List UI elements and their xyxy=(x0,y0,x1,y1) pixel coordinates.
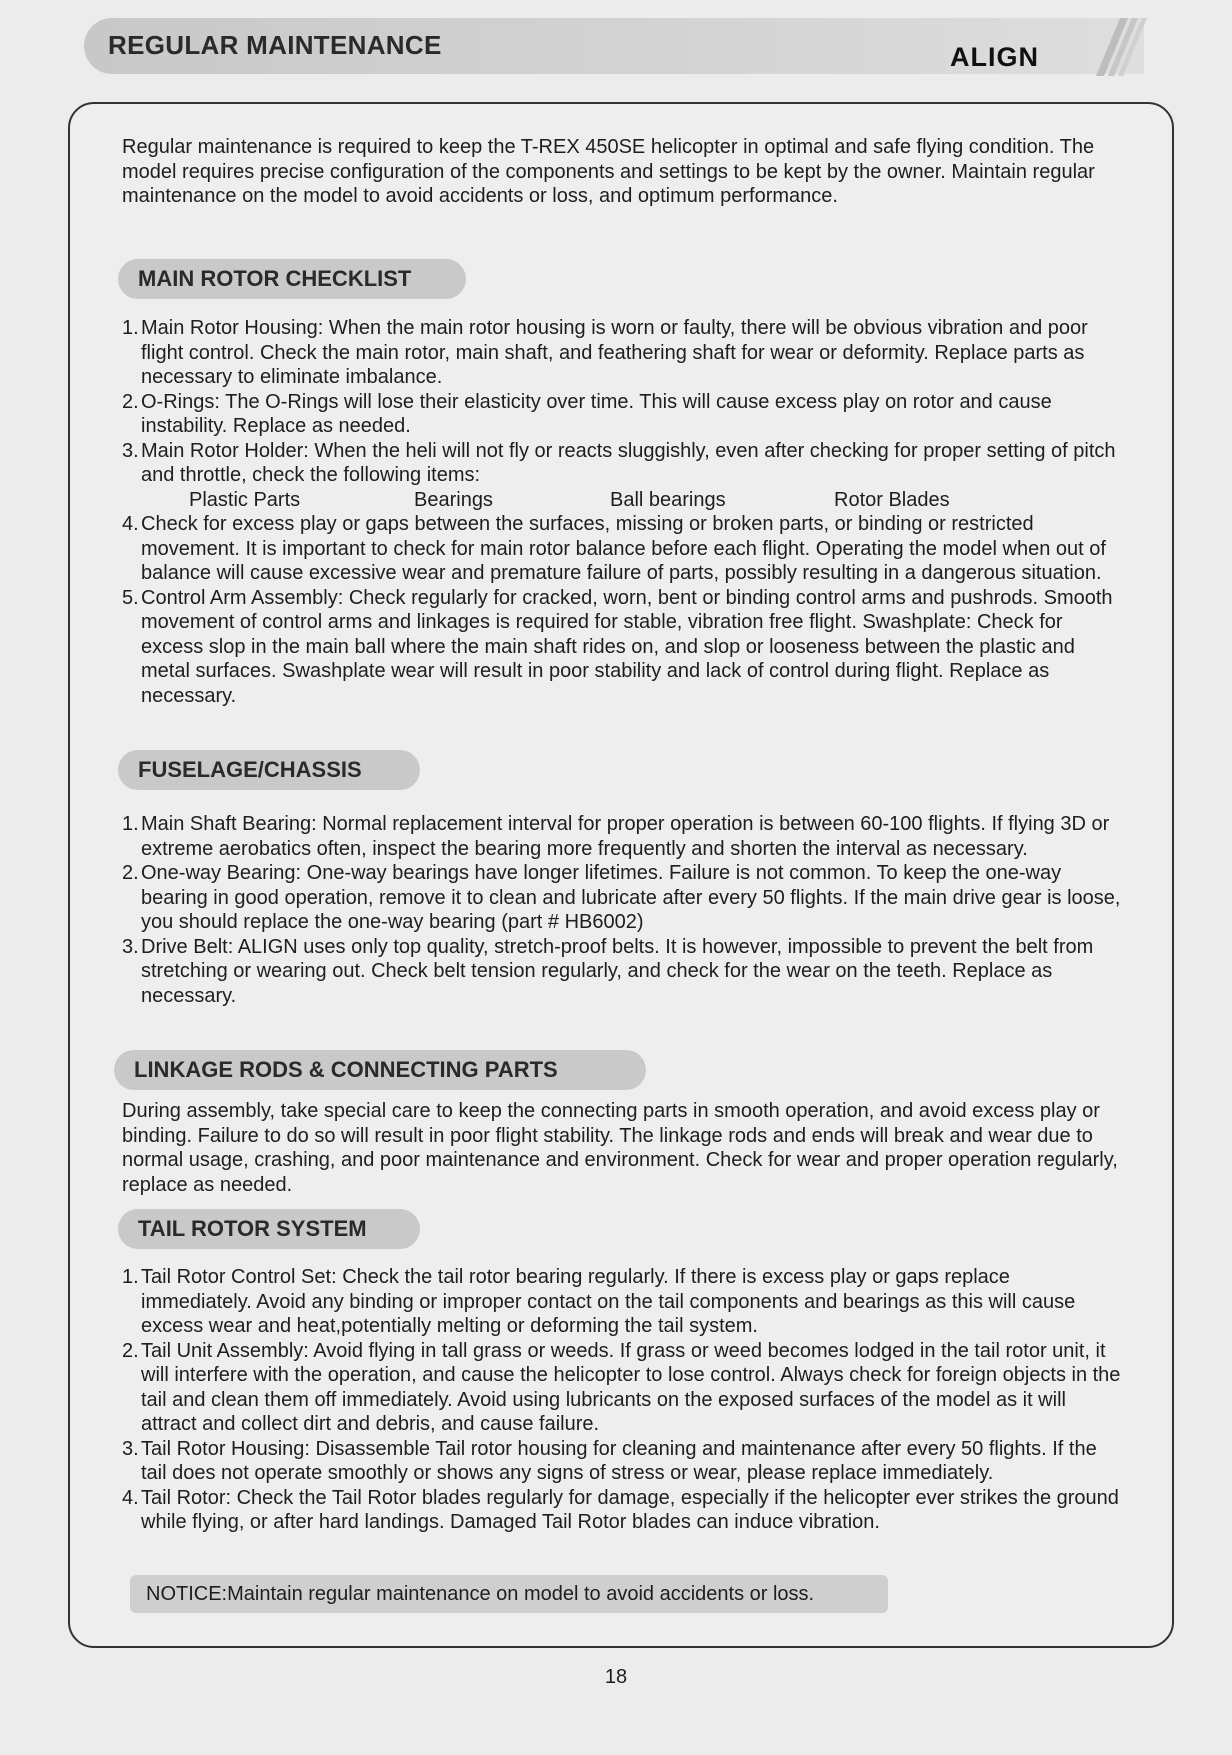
main-rotor-list xyxy=(122,316,1122,708)
check-item: Ball bearings xyxy=(610,488,726,511)
list-item: 1. Main Shaft Bearing: Normal replacement interval for proper operation is between 60-100 flights. If flying 3D or extreme aerobatics often, inspect the bearing more frequently and shorten the interval as necessary. xyxy=(122,813,1110,860)
list-item: 1. Tail Rotor Control Set: Check the tail rotor bearing regularly. If there is excess play or gaps replace immediately. Avoid any binding or improper contact on the tail components and bearings as this will cause excess wear and heat,potentially melting or deforming the tail system. xyxy=(122,1266,1076,1337)
slash-stripes-icon xyxy=(1092,18,1152,76)
tail-rotor-heading: TAIL ROTOR SYSTEM xyxy=(118,1209,420,1249)
page-number: 18 xyxy=(604,1666,628,1688)
align-logo: ALIGN xyxy=(950,42,1039,72)
list-item: 4. Tail Rotor: Check the Tail Rotor blades regularly for damage, especially if the helicopter ever strikes the ground while flying, or after hard landings. Damaged Tail Rotor blades can induce vibration. xyxy=(122,1486,1119,1533)
list-item: 4. Check for excess play or gaps between the surfaces, missing or broken parts, or binding or restricted movement. It is important to check for main rotor balance before each flight. Operating the model when out of balance will cause excessive wear and premature failure of parts, possibly resulting in a dangerous situation. xyxy=(122,513,1106,584)
check-items-row xyxy=(141,488,1122,513)
list-item: 5. Control Arm Assembly: Check regularly for cracked, worn, bent or binding control arms and pushrods. Smooth movement of control arms and linkages is required for stable, vibration free flight. Swashplate: Check for excess slop in the main ball where the main shaft rides on, and slop or looseness between the plastic and metal surfaces. Swashplate wear will result in poor stability and lack of control during flight. Replace as necessary. xyxy=(122,586,1113,707)
list-item: 3. Main Rotor Holder: When the heli will not fly or reacts sluggishly, even after checking for proper setting of pitch and throttle, check the following items: Plastic Parts Bearings Ball bearings Rotor Blades xyxy=(122,439,1122,513)
list-item: 2. Tail Unit Assembly: Avoid flying in tall grass or weeds. If grass or weed becomes lodged in the tail rotor unit, it will interfere with the operation, and cause the helicopter to lose control. Always check for foreign objects in the tail and clean them off immediately. Avoid using lubricants on the exposed surfaces of the model as it will attract and collect dirt and debris, and cause failure. xyxy=(122,1339,1121,1435)
fuselage-heading: FUSELAGE/CHASSIS xyxy=(118,750,420,790)
check-item: Bearings xyxy=(414,488,493,511)
check-item: Plastic Parts xyxy=(189,488,301,511)
page-title: REGULAR MAINTENANCE xyxy=(108,30,442,60)
list-item: 1. Main Rotor Housing: When the main rotor housing is worn or faulty, there will be obvious vibration and poor flight control. Check the main rotor, main shaft, and feathering shaft for wear or deformity. Replace parts as necessary to eliminate imbalance. xyxy=(122,317,1088,388)
intro-paragraph: Regular maintenance is required to keep the T-REX 450SE helicopter in optimal and safe flying condition. The model requires precise configuration of the components and settings to be kept by the owner. Maintain regular maintenance on the model to avoid accidents or loss, and optimum performance. xyxy=(122,136,1095,207)
fuselage-list xyxy=(122,812,1122,1008)
linkage-heading: LINKAGE RODS & CONNECTING PARTS xyxy=(114,1050,646,1090)
list-item: 3. Drive Belt: ALIGN uses only top quality, stretch-proof belts. It is however, impossible to prevent the belt from stretching or wearing out. Check belt tension regularly, and check for the wear on the teeth. Replace as necessary. xyxy=(122,935,1094,1007)
main-rotor-heading: MAIN ROTOR CHECKLIST xyxy=(118,259,466,299)
notice-box: NOTICE:Maintain regular maintenance on model to avoid accidents or loss. xyxy=(130,1575,888,1613)
list-item: 3. Tail Rotor Housing: Disassemble Tail rotor housing for cleaning and maintenance after every 50 flights. If the tail does not operate smoothly or shows any signs of stress or wear, please replace immediately. xyxy=(122,1437,1097,1484)
check-item: Rotor Blades xyxy=(834,488,950,511)
linkage-paragraph: During assembly, take special care to keep the connecting parts in smooth operation, and avoid excess play or binding. Failure to do so will result in poor flight stability. The linkage rods and ends will break and wear due to normal usage, crashing, and poor maintenance and environment. Check for wear and proper operation regularly, replace as needed. xyxy=(122,1100,1118,1196)
tail-rotor-list xyxy=(122,1265,1122,1535)
list-item: 2. O-Rings: The O-Rings will lose their elasticity over time. This will cause excess play on rotor and cause instability. Replace as needed. xyxy=(122,390,1052,437)
list-item: 2. One-way Bearing: One-way bearings have longer lifetimes. Failure is not common. To keep the one-way bearing in good operation, remove it to clean and lubricate after every 50 flights. If the main drive gear is loose, you should replace the one-way bearing (part # HB6002) xyxy=(122,862,1121,933)
